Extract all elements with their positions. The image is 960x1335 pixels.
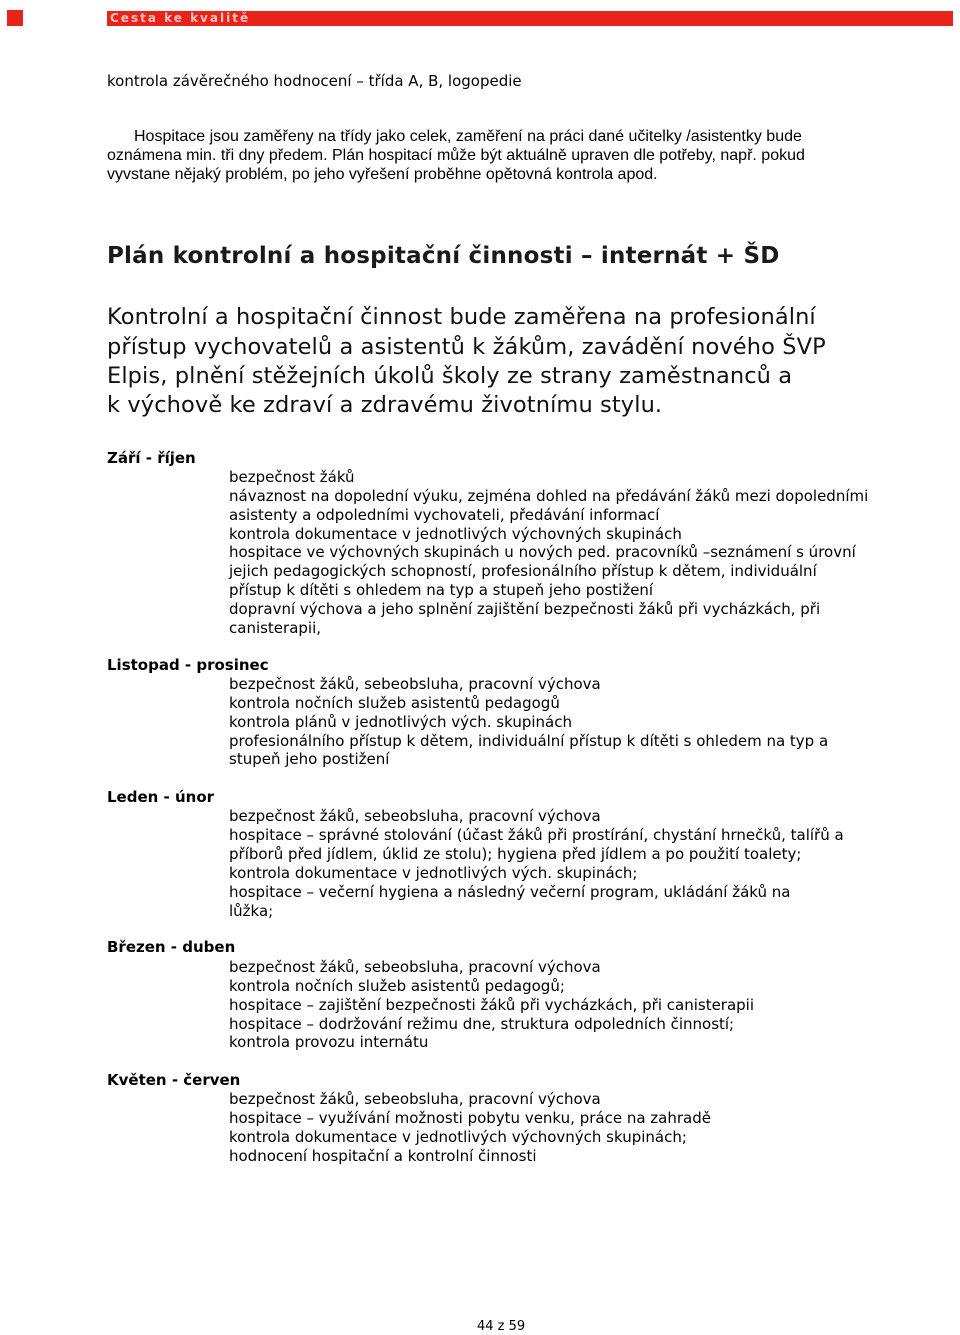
section-line: hospitace – správné stolování (účast žáků při prostírání, chystání hrnečků, talířů a <box>229 826 844 844</box>
plan-description-line: přístup vychovatelů a asistentů k žákům, zavádění nového ŠVP <box>107 334 826 360</box>
intro-paragraph-line: vyvstane nějaký problém, po jeho vyřešení proběhne opětovná kontrola apod. <box>107 166 658 183</box>
section-title-leden-unor: Leden - únor <box>107 788 215 806</box>
plan-description-line: Elpis, plnění stěžejních úkolů školy ze strany zaměstnanců a <box>107 363 793 389</box>
intro-paragraph-line: Hospitace jsou zaměřeny na třídy jako celek, zaměření na práci dané učitelky /asistentky bude <box>134 128 802 145</box>
page-number: 44 z 59 <box>477 1319 526 1334</box>
plan-heading: Plán kontrolní a hospitační činnosti – internát + ŠD <box>107 243 780 269</box>
section-line: kontrola provozu internátu <box>229 1033 429 1051</box>
section-line: stupeň jeho postižení <box>229 750 390 768</box>
section-line: hospitace ve výchovných skupinách u nových ped. pracovníků –seznámení s úrovní <box>229 543 856 561</box>
section-line: hospitace – večerní hygiena a následný večerní program, ukládání žáků na <box>229 883 791 901</box>
intro-paragraph-line: oznámena min. tři dny předem. Plán hospitací může být aktuálně upraven dle potřeby, např. pokud <box>107 147 805 164</box>
section-line: bezpečnost žáků, sebeobsluha, pracovní výchova <box>229 958 601 976</box>
section-line: profesionálního přístup k dětem, individuální přístup k dítěti s ohledem na typ a <box>229 732 829 750</box>
section-line: hospitace – využívání možnosti pobytu venku, práce na zahradě <box>229 1109 711 1127</box>
header-bar <box>107 11 953 26</box>
section-line: bezpečnost žáků <box>229 468 355 486</box>
section-line: hospitace – zajištění bezpečnosti žáků při vycházkách, při canisterapii <box>229 996 755 1014</box>
section-line: příborů před jídlem, úklid ze stolu); hygiena před jídlem a po použití toalety; <box>229 845 802 863</box>
intro-title: kontrola závěrečného hodnocení – třída A, B, logopedie <box>107 72 522 90</box>
section-line: bezpečnost žáků, sebeobsluha, pracovní výchova <box>229 1090 601 1108</box>
section-line: kontrola nočních služeb asistentů pedagogů; <box>229 977 565 995</box>
section-line: canisterapii, <box>229 619 322 637</box>
section-line: hodnocení hospitační a kontrolní činnosti <box>229 1147 537 1165</box>
section-line: kontrola plánů v jednotlivých vých. skupinách <box>229 713 572 731</box>
section-line: bezpečnost žáků, sebeobsluha, pracovní výchova <box>229 807 601 825</box>
section-line: návaznost na dopolední výuku, zejména dohled na předávání žáků mezi dopoledními <box>229 487 869 505</box>
section-line: jejich pedagogických schopností, profesionálního přístup k dětem, individuální <box>229 562 817 580</box>
plan-description-line: Kontrolní a hospitační činnost bude zaměřena na profesionální <box>107 304 816 330</box>
header-title: Cesta ke kvalitě <box>110 11 251 25</box>
section-title-zari-rijen: Září - říjen <box>107 449 196 467</box>
section-line: dopravní výchova a jeho splnění zajištění bezpečnosti žáků při vycházkách, při <box>229 600 821 618</box>
section-title-listopad-prosinec: Listopad - prosinec <box>107 656 269 674</box>
section-line: kontrola dokumentace v jednotlivých výchovných skupinách <box>229 525 682 543</box>
section-title-brezen-duben: Březen - duben <box>107 938 236 956</box>
section-line: kontrola nočních služeb asistentů pedagogů <box>229 694 560 712</box>
plan-description-line: k výchově ke zdraví a zdravému životnímu stylu. <box>107 392 663 418</box>
section-line: kontrola dokumentace v jednotlivých vých. skupinách; <box>229 864 638 882</box>
section-line: bezpečnost žáků, sebeobsluha, pracovní výchova <box>229 675 601 693</box>
section-line: lůžka; <box>229 902 274 920</box>
section-line: hospitace – dodržování režimu dne, struktura odpoledních činností; <box>229 1015 735 1033</box>
section-title-kveten-cerven: Květen - červen <box>107 1071 241 1089</box>
section-line: přístup k dítěti s ohledem na typ a stupeň jeho postižení <box>229 581 654 599</box>
section-line: asistenty a odpoledními vychovateli, předávání informací <box>229 506 660 524</box>
header-logo-square <box>7 10 23 26</box>
section-line: kontrola dokumentace v jednotlivých výchovných skupinách; <box>229 1128 687 1146</box>
